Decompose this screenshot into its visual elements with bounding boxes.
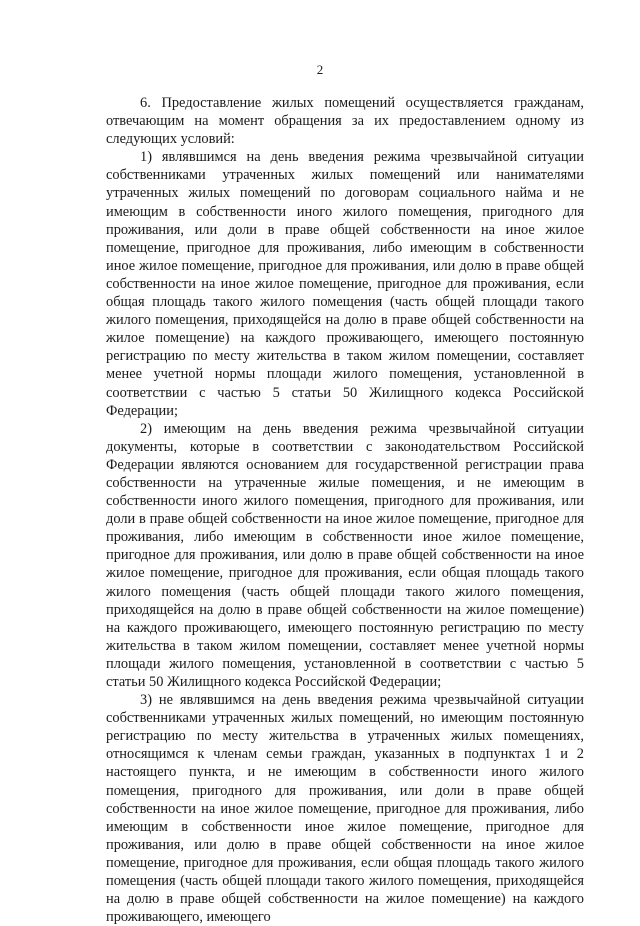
paragraph-subitem-2: 2) имеющим на день введения режима чрезвычайной ситуации документы, которые в соответствии с законодательством Российской Федерации являются основанием для государственной регистрации права собственности на утраченные жилые помещения, и не имеющим в собственности иного жилого помещения, пригодного для проживания, или доли в праве общей собственности на иное жилое помещение, пригодное для проживания, либо имеющим в собственности иное жилое помещение, пригодное для проживания, или долю в праве общей собственности на иное жилое помещение, пригодное для проживания, если общая площадь такого жилого помещения (часть общей площади такого жилого помещения, приходящейся на долю в праве общей собственности на жилое помещение) на каждого проживающего, имеющего постоянную регистрацию по месту жительства в таком жилом помещении, составляет менее учетной нормы площади жилого помещения, установленной в соответствии с частью 5 статьи 50 Жилищного кодекса Российской Федерации; (106, 420, 584, 690)
paragraph-subitem-3: 3) не являвшимся на день введения режима чрезвычайной ситуации собственниками утраченных жилых помещений, но имеющим постоянную регистрацию по месту жительства в утраченных жилых помещениях, относящимся к членам семьи граждан, указанных в подпунктах 1 и 2 настоящего пункта, и не имеющим в собственности иного жилого помещения, пригодного для проживания, или доли в праве общей собственности на иное жилое помещение, пригодное для проживания, либо имеющим в собственности иное жилое помещение, пригодное для проживания, или долю в праве общей собственности на иное жилое помещение, пригодное для проживания, если общая площадь такого жилого помещения (часть общей площади такого жилого помещения, приходящейся на долю в праве общей собственности на жилое помещение) на каждого проживающего, имеющего (106, 692, 584, 926)
document-body (106, 94, 584, 926)
page-number: 2 (316, 62, 324, 77)
paragraph-6-intro: 6. Предоставление жилых помещений осуществляется гражданам, отвечающим на момент обращения за их предоставлением одному из следующих условий: (106, 95, 584, 148)
paragraph-subitem-1: 1) являвшимся на день введения режима чрезвычайной ситуации собственниками утраченных жилых помещений или нанимателями утраченных жилых помещений по договорам социального найма и не имеющим в собственности иного жилого помещения, пригодного для проживания, или доли в праве общей собственности на иное жилое помещение, пригодное для проживания, либо имеющим в собственности иное жилое помещение, пригодное для проживания, или долю в праве общей собственности на иное жилое помещение, пригодное для проживания, если общая площадь такого жилого помещения (часть общей площади такого жилого помещения, приходящейся на долю в праве общей собственности на жилое помещение) на каждого проживающего, имеющего постоянную регистрацию по месту жительства в таком жилом помещении, составляет менее учетной нормы площади жилого помещения, установленной в соответствии с частью 5 статьи 50 Жилищного кодекса Российской Федерации; (106, 149, 584, 419)
